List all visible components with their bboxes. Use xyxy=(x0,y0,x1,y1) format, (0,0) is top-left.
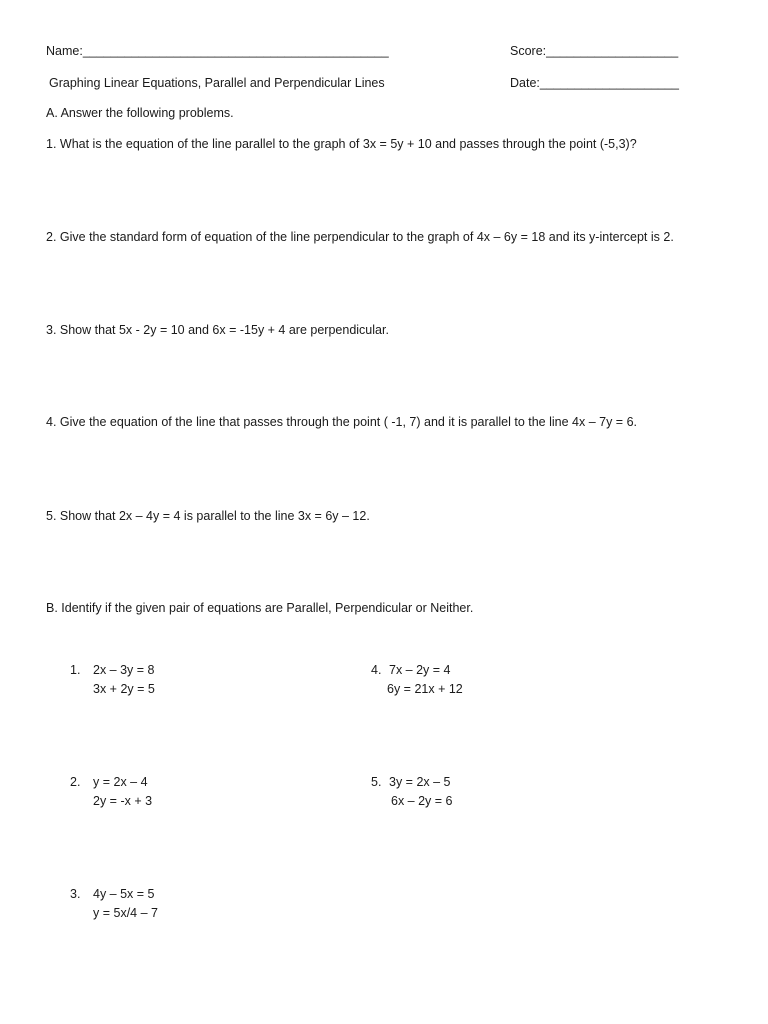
section-a-heading: A. Answer the following problems. xyxy=(46,106,234,120)
problem-a5: 5. Show that 2x – 4y = 4 is parallel to the line 3x = 6y – 12. xyxy=(46,509,370,523)
section-b-heading: B. Identify if the given pair of equations are Parallel, Perpendicular or Neither. xyxy=(46,601,474,615)
pair-equation-2: y = 5x/4 – 7 xyxy=(93,906,158,920)
pair-equation-1: 4y – 5x = 5 xyxy=(93,887,155,901)
pair-equation-2: 6x – 2y = 6 xyxy=(391,794,453,808)
pair-equation-2: 2y = -x + 3 xyxy=(93,794,153,808)
pair-number: 3. xyxy=(70,887,81,901)
problem-a4: 4. Give the equation of the line that passes through the point ( -1, 7) and it is parallel to the line 4x – 7y = 6. xyxy=(46,415,637,429)
pair-equation-1: y = 2x – 4 xyxy=(93,775,148,789)
pair-number: 4. xyxy=(371,663,382,677)
pair-equation-1: 3y = 2x – 5 xyxy=(389,775,451,789)
name-field[interactable]: Name:____________________________________________ xyxy=(46,44,389,58)
problem-a1: 1. What is the equation of the line parallel to the graph of 3x = 5y + 10 and passes through the point (-5,3)? xyxy=(46,137,637,151)
pair-number: 2. xyxy=(70,775,81,789)
problem-a2: 2. Give the standard form of equation of the line perpendicular to the graph of 4x – 6y = 18 and its y-intercept is 2. xyxy=(46,230,674,244)
pair-equation-1: 7x – 2y = 4 xyxy=(389,663,451,677)
pair-number: 5. xyxy=(371,775,382,789)
date-field[interactable]: Date:____________________ xyxy=(510,76,679,90)
pair-equation-2: 6y = 21x + 12 xyxy=(387,682,463,696)
worksheet-title: Graphing Linear Equations, Parallel and Perpendicular Lines xyxy=(49,76,385,90)
problem-a3: 3. Show that 5x - 2y = 10 and 6x = -15y + 4 are perpendicular. xyxy=(46,323,389,337)
score-field[interactable]: Score:___________________ xyxy=(510,44,679,58)
pair-equation-2: 3x + 2y = 5 xyxy=(93,682,155,696)
pair-number: 1. xyxy=(70,663,81,677)
pair-equation-1: 2x – 3y = 8 xyxy=(93,663,155,677)
